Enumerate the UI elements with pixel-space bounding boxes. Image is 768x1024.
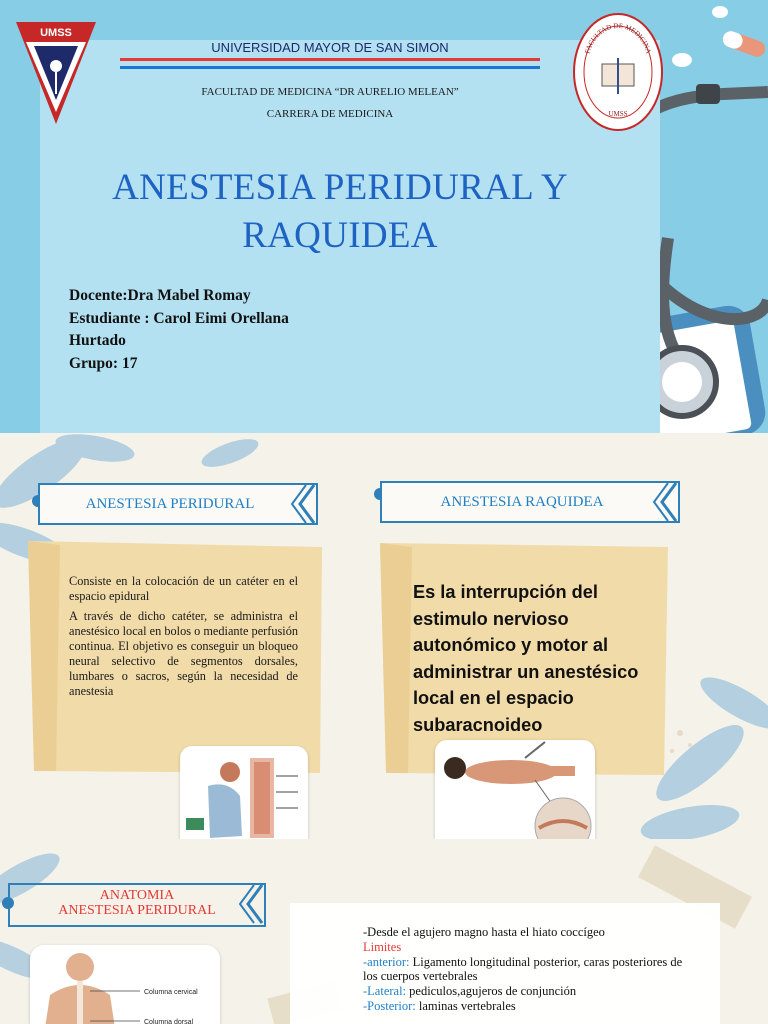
epidural-illustration bbox=[180, 746, 308, 839]
estudiante-line: Estudiante : Carol Eimi Orellana bbox=[69, 309, 289, 327]
anatomy-extent: -Desde el agujero magno hasta el hiato coccígeo bbox=[363, 925, 605, 939]
limits-heading: Limites bbox=[363, 939, 402, 954]
title-slide bbox=[0, 0, 768, 433]
spinal-patient-icon bbox=[435, 740, 595, 839]
university-name: UNIVERSIDAD MAYOR DE SAN SIMON bbox=[211, 40, 449, 55]
lateral-text: pediculos,agujeros de conjunción bbox=[406, 984, 577, 999]
peridural-paragraph-2: A través de dicho catéter, se administra el anestésico local en bolos o mediante perfusión continua. El objetivo es conseguir un bloqueo neural selectivo de segmentos dorsales, lumbares o sacros, según la necesidad de anestesia bbox=[69, 609, 298, 698]
umss-logo-icon bbox=[14, 16, 98, 126]
career-name: CARRERA DE MEDICINA bbox=[266, 108, 394, 120]
limit-anterior bbox=[363, 955, 693, 985]
raquidea-heading: ANESTESIA RAQUIDEA bbox=[440, 494, 604, 510]
blue-divider bbox=[120, 66, 540, 69]
peridural-paragraph-1: Consiste en la colocación de un catéter en el espacio epidural bbox=[69, 574, 298, 603]
anatomy-heading bbox=[12, 888, 262, 918]
spinal-illustration bbox=[435, 740, 595, 839]
peridural-heading: ANESTESIA PERIDURAL bbox=[85, 496, 255, 512]
spine-anatomy-figure bbox=[30, 945, 220, 1024]
epidural-patient-icon bbox=[180, 746, 308, 839]
faculty-seal-icon bbox=[572, 12, 664, 132]
anterior-text: Ligamento longitudinal posterior, caras posteriores de los cuerpos vertebrales bbox=[363, 954, 683, 984]
peridural-heading-banner bbox=[38, 483, 318, 525]
presentation-title bbox=[30, 164, 650, 260]
anatomy-heading-line2: ANESTESIA PERIDURAL bbox=[58, 903, 216, 918]
docente-line: Docente:Dra Mabel Romay bbox=[69, 287, 251, 304]
lateral-label: -Lateral: bbox=[363, 984, 407, 999]
spine-anatomy-icon bbox=[30, 945, 220, 1024]
raquidea-heading-banner bbox=[380, 481, 680, 523]
svg-text:FACULTAD DE MEDICINA: FACULTAD DE MEDICINA bbox=[583, 21, 653, 55]
chevron-icon bbox=[288, 483, 318, 525]
posterior-label: -Posterior: bbox=[363, 998, 416, 1013]
estudiante-line-cont: Hurtado bbox=[69, 332, 126, 349]
posterior-text: laminas vertebrales bbox=[415, 998, 516, 1013]
title-line-1: ANESTESIA PERIDURAL Y bbox=[112, 167, 568, 208]
svg-text:Columna dorsal: Columna dorsal bbox=[144, 1019, 194, 1024]
definitions-slide bbox=[0, 433, 768, 839]
raquidea-definition: Es la interrupción del estimulo nervioso autonómico y motor al administrar un anestésico local en el espacio subaracnoideo bbox=[413, 582, 639, 735]
limit-lateral bbox=[363, 984, 693, 999]
svg-text:Columna cervical: Columna cervical bbox=[144, 989, 198, 996]
anatomy-heading-line1: ANATOMIA bbox=[99, 888, 175, 903]
anterior-label: -anterior: bbox=[363, 954, 410, 969]
svg-text:UMSS: UMSS bbox=[608, 110, 628, 118]
limit-posterior bbox=[363, 999, 693, 1014]
peridural-definition bbox=[69, 574, 298, 704]
title-line-2: RAQUIDEA bbox=[242, 215, 438, 256]
faculty-name: FACULTAD DE MEDICINA “DR AURELIO MELEAN” bbox=[201, 86, 459, 98]
chevron-icon bbox=[650, 481, 680, 523]
anatomy-slide bbox=[0, 839, 768, 1024]
author-info bbox=[69, 285, 359, 375]
anatomy-description bbox=[363, 925, 693, 1014]
grupo-line: Grupo: 17 bbox=[69, 354, 138, 372]
red-divider bbox=[120, 58, 540, 61]
svg-text:UMSS: UMSS bbox=[40, 27, 72, 39]
